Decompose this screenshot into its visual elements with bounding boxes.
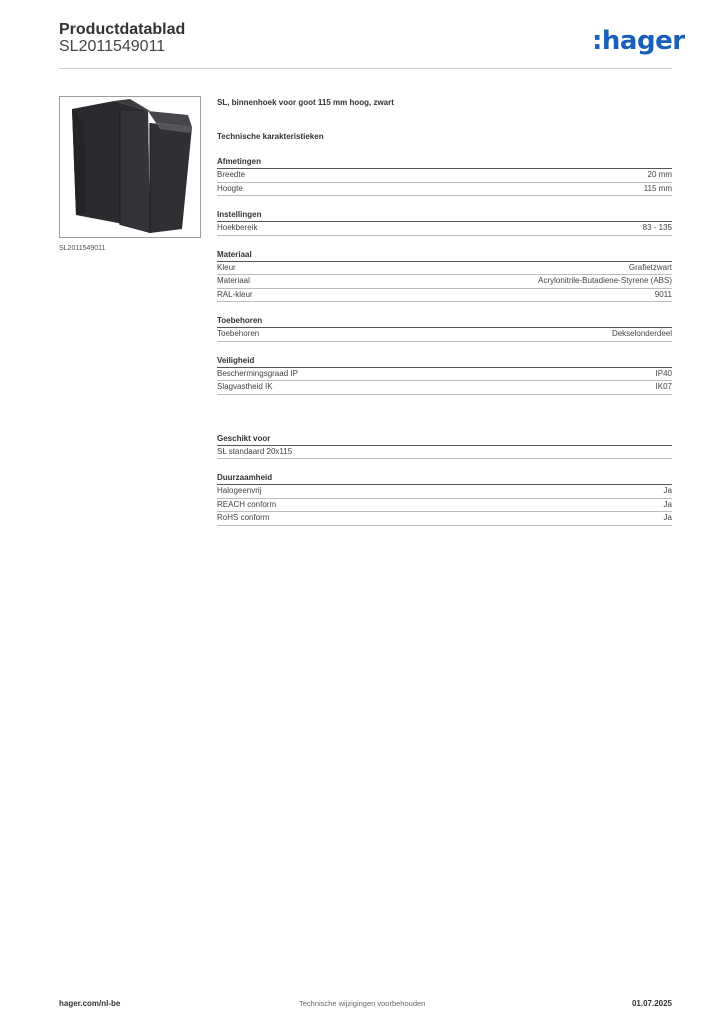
- image-caption: SL2011549011: [59, 245, 106, 252]
- product-image: [59, 96, 201, 238]
- header-divider: [59, 68, 672, 69]
- spec-label: Hoekbereik: [217, 223, 258, 232]
- spec-value: 83 - 135: [642, 223, 672, 232]
- section-instellingen: [217, 209, 672, 236]
- spec-row: [217, 512, 672, 526]
- section-title: Geschikt voor: [217, 433, 672, 446]
- product-description: SL, binnenhoek voor goot 115 mm hoog, zwart: [217, 98, 394, 107]
- section-materiaal: [217, 249, 672, 303]
- section-title: Toebehoren: [217, 315, 672, 328]
- spec-row: [217, 381, 672, 395]
- spec-label: RoHS conform: [217, 513, 270, 522]
- spec-row: [217, 169, 672, 183]
- section-title: Instellingen: [217, 209, 672, 222]
- spec-label: Toebehoren: [217, 329, 260, 338]
- hager-logo: :hager: [592, 26, 685, 56]
- section-title: Veiligheid: [217, 355, 672, 368]
- spec-value: 9011: [654, 289, 672, 299]
- product-code: SL2011549011: [59, 38, 166, 55]
- section-afmetingen: [217, 156, 672, 196]
- spec-row: [217, 446, 672, 460]
- spec-label: SL standaard 20x115: [217, 446, 293, 456]
- spec-label: REACH conform: [217, 499, 277, 509]
- spec-value: Grafietzwart: [628, 262, 672, 272]
- spec-value: Ja: [663, 513, 672, 522]
- page-title: Productdatablad: [59, 21, 186, 38]
- spec-value: IK07: [655, 382, 672, 391]
- spec-value: 115 mm: [643, 183, 672, 193]
- spec-value: Ja: [663, 499, 672, 509]
- spec-content: [217, 97, 672, 526]
- spec-value: 20 mm: [647, 170, 672, 179]
- spec-value: Ja: [663, 486, 672, 495]
- section-title: Materiaal: [217, 249, 672, 262]
- spec-label: Breedte: [217, 170, 246, 179]
- section-title: Duurzaamheid: [217, 472, 672, 485]
- footer-website-link[interactable]: hager.com/nl-be: [59, 999, 121, 1008]
- section-title: Afmetingen: [217, 156, 672, 169]
- spec-label: RAL-kleur: [217, 289, 253, 299]
- spec-row: [217, 289, 672, 303]
- section-veiligheid: [217, 355, 672, 395]
- spec-label: Halogeenvrij: [217, 486, 262, 495]
- spec-row: [217, 368, 672, 382]
- spec-value: Acrylonitrile-Butadiene-Styrene (ABS): [538, 276, 672, 285]
- spec-row: [217, 183, 672, 197]
- spec-label: Slagvastheid IK: [217, 382, 273, 391]
- inner-corner-illustration: [60, 97, 200, 237]
- spec-row: [217, 275, 672, 289]
- section-geschikt-voor: [217, 433, 672, 460]
- spec-label: Kleur: [217, 262, 236, 272]
- spec-value: Dekselonderdeel: [611, 329, 672, 338]
- section-toebehoren: [217, 315, 672, 342]
- section-duurzaamheid: [217, 472, 672, 526]
- spec-heading: Technische karakteristieken: [217, 132, 324, 141]
- spec-row: [217, 328, 672, 342]
- spec-label: Beschermingsgraad IP: [217, 368, 298, 378]
- spec-row: [217, 262, 672, 276]
- spec-row: [217, 499, 672, 513]
- spec-row: [217, 485, 672, 499]
- spec-row: [217, 222, 672, 236]
- spec-label: Hoogte: [217, 183, 243, 193]
- footer-date: 01.07.2025: [631, 999, 672, 1008]
- footer-notice: Technische wijzigingen voorbehouden: [299, 999, 426, 1008]
- spec-value: IP40: [655, 368, 672, 378]
- spec-label: Materiaal: [217, 276, 250, 285]
